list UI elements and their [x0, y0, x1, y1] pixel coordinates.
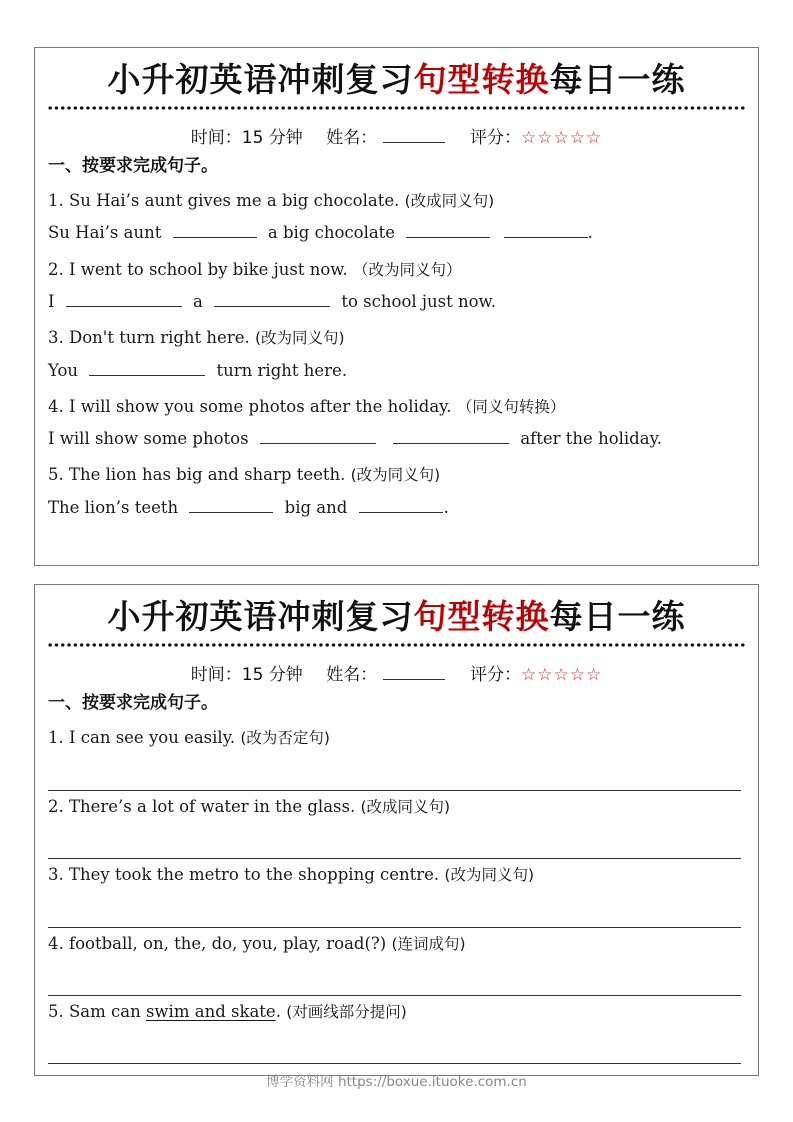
answer-text: I [48, 292, 55, 311]
question-1-prompt [48, 726, 330, 748]
time-label: 时间：15 分钟 [190, 128, 303, 148]
answer-blank[interactable] [359, 498, 443, 513]
prompt-text: 2. I went to school by bike just now. [48, 260, 348, 279]
answer-blank[interactable] [89, 361, 205, 376]
answer-blank[interactable] [66, 292, 182, 307]
instruction-text: (改为同义句) [254, 329, 345, 347]
question-5-answer [48, 498, 449, 517]
instruction-text: (改为同义句) [444, 866, 535, 884]
answer-blank[interactable] [406, 223, 490, 238]
star-rating-icon: ☆☆☆☆☆ [521, 665, 603, 685]
footer-watermark: 博学资料网 https://boxue.ituoke.com.cn [266, 1074, 527, 1090]
question-4-answer [48, 429, 662, 448]
prompt-text: 1. I can see you easily. [48, 728, 236, 747]
instruction-text: （同义句转换） [456, 398, 566, 416]
question-4-prompt [48, 932, 466, 954]
answer-blank[interactable] [173, 223, 257, 238]
answer-line[interactable] [48, 1063, 741, 1064]
answer-text: a big chocolate [267, 223, 396, 242]
question-3-answer [48, 361, 347, 380]
prompt-text: 2. There’s a lot of water in the glass. [48, 797, 356, 816]
instruction-text: (改成同义句) [360, 798, 451, 816]
time-label: 时间：15 分钟 [190, 665, 303, 685]
question-1-answer [48, 223, 593, 242]
section-title: 一、按要求完成句子。 [48, 693, 218, 713]
answer-line[interactable] [48, 858, 741, 859]
answer-blank[interactable] [504, 223, 588, 238]
instruction-text: (改为否定句) [240, 729, 330, 747]
answer-blank[interactable] [260, 429, 376, 444]
worksheet-title [35, 591, 758, 638]
title-prefix: 小升初英语冲刺复习 [107, 597, 414, 636]
instruction-text: (连词成句) [391, 935, 466, 953]
score-label: 评分： [470, 128, 522, 148]
prompt-text: 5. The lion has big and sharp teeth. [48, 465, 346, 484]
question-3-prompt [48, 863, 534, 885]
question-5-prompt [48, 1000, 407, 1022]
score-label: 评分： [470, 665, 522, 685]
answer-text: big and [284, 498, 348, 517]
prompt-text: 4. I will show you some photos after the holiday. [48, 397, 452, 416]
meta-row [35, 660, 758, 685]
instruction-text: (改为同义句) [350, 466, 441, 484]
answer-line[interactable] [48, 790, 741, 791]
answer-text: I will show some photos [48, 429, 249, 448]
instruction-text: （改为同义句） [352, 261, 462, 279]
title-suffix: 每日一练 [549, 597, 686, 636]
prompt-text: 1. Su Hai’s aunt gives me a big chocolate. [48, 191, 400, 210]
question-5-prompt [48, 463, 440, 485]
instruction-text: (改成同义句) [404, 192, 495, 210]
dotted-divider [47, 106, 746, 110]
title-highlight: 句型转换 [413, 60, 550, 99]
answer-text: You [48, 361, 79, 380]
section-title: 一、按要求完成句子。 [48, 156, 218, 176]
prompt-text: 4. football, on, the, do, you, play, road(?) [48, 934, 387, 953]
question-3-prompt [48, 326, 345, 348]
name-blank-field[interactable] [383, 665, 445, 680]
prompt-text: . [275, 1002, 281, 1021]
question-2-answer [48, 292, 496, 311]
answer-text: The lion’s teeth [48, 498, 179, 517]
title-highlight: 句型转换 [413, 597, 550, 636]
worksheet-1 [34, 47, 759, 566]
answer-blank[interactable] [214, 292, 330, 307]
name-blank-field[interactable] [383, 128, 445, 143]
instruction-text: (对画线部分提问) [286, 1003, 407, 1021]
answer-line[interactable] [48, 995, 741, 996]
worksheet-title [35, 54, 758, 101]
answer-text: to school just now. [341, 292, 496, 311]
dotted-divider [47, 643, 746, 647]
name-label: 姓名： [326, 128, 378, 148]
answer-blank[interactable] [393, 429, 509, 444]
title-prefix: 小升初英语冲刺复习 [107, 60, 414, 99]
prompt-text: 3. Don't turn right here. [48, 328, 250, 347]
prompt-text: 5. Sam can [48, 1002, 146, 1021]
answer-text: a [193, 292, 203, 311]
answer-text: . [587, 223, 593, 242]
worksheet-2 [34, 584, 759, 1076]
answer-text: after the holiday. [520, 429, 662, 448]
question-2-prompt [48, 795, 450, 817]
answer-line[interactable] [48, 927, 741, 928]
question-4-prompt [48, 395, 565, 417]
title-suffix: 每日一练 [549, 60, 686, 99]
answer-text: Su Hai’s aunt [48, 223, 162, 242]
answer-blank[interactable] [189, 498, 273, 513]
name-label: 姓名： [326, 665, 378, 685]
star-rating-icon: ☆☆☆☆☆ [521, 128, 603, 148]
underlined-text: swim and skate [145, 1002, 276, 1021]
meta-row [35, 123, 758, 148]
question-1-prompt [48, 189, 494, 211]
question-2-prompt [48, 258, 461, 280]
answer-text: turn right here. [216, 361, 348, 380]
answer-text: . [443, 498, 449, 517]
prompt-text: 3. They took the metro to the shopping centre. [48, 865, 440, 884]
